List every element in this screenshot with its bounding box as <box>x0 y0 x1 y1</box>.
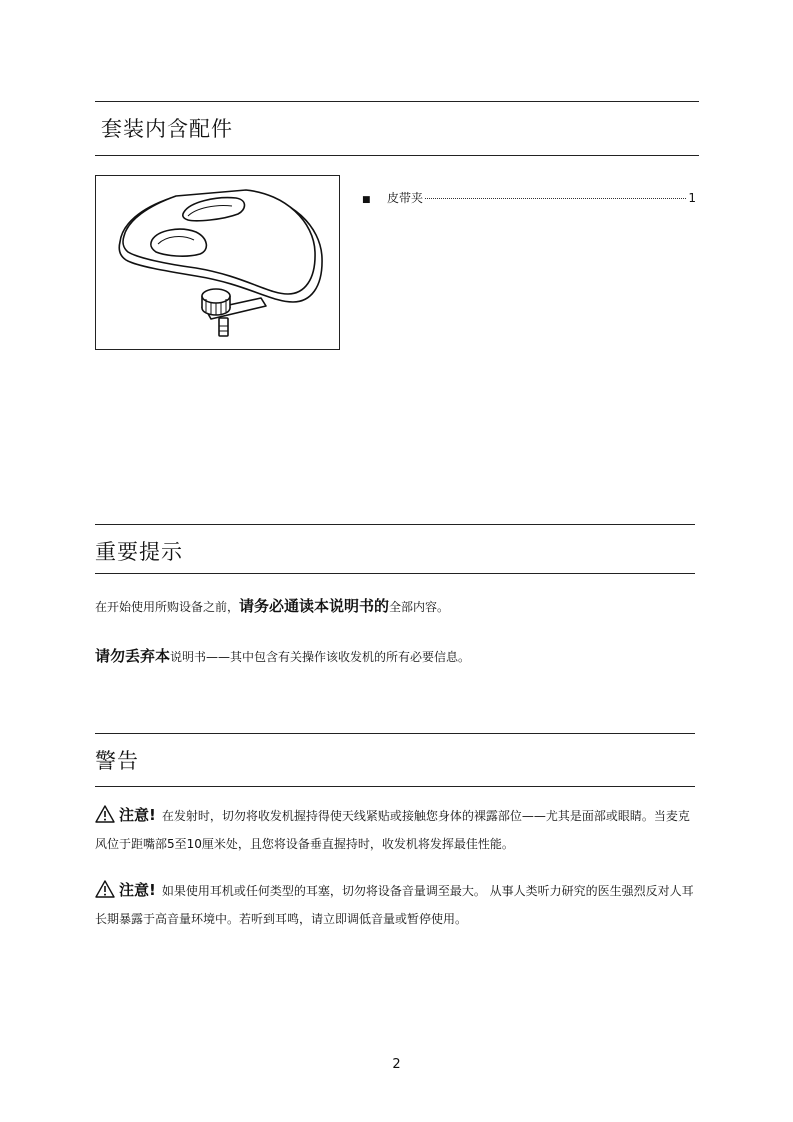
page-number: 2 <box>392 1057 401 1072</box>
notice-p1-after: 全部内容。 <box>389 600 450 614</box>
warning-title: 注意! <box>119 881 156 899</box>
section-rule-top <box>95 524 695 525</box>
notice-p1-before: 在开始使用所购设备之前， <box>95 600 240 614</box>
bullet-icon: ■ <box>362 195 371 205</box>
notice-paragraph-2 <box>95 646 699 667</box>
section-rule-bottom <box>95 573 695 574</box>
warning-triangle-icon <box>95 880 115 898</box>
accessory-quantity: 1 <box>688 191 696 205</box>
list-item <box>362 189 696 206</box>
warning-text: 如果使用耳机或任何类型的耳塞，切勿将设备音量调至最大。 从事人类听力研究的医生强烈反对人耳长期暴露于高音量环境中。若听到耳鸣，请立即调低音量或暂停使用。 <box>95 884 694 926</box>
section-rule-top <box>95 101 699 102</box>
dot-leader <box>425 198 686 199</box>
belt-clip-illustration <box>95 175 340 350</box>
warning-triangle-icon <box>95 805 115 823</box>
accessory-name: 皮带夹 <box>387 191 424 205</box>
warning-title: 注意! <box>119 806 156 824</box>
section-rule-top <box>95 733 695 734</box>
warnings-heading: 警告 <box>95 749 139 773</box>
notice-p2-bold: 请勿丢弃本 <box>95 647 171 665</box>
notice-p2-after: 说明书——其中包含有关操作该收发机的所有必要信息。 <box>170 650 471 664</box>
warning-item-1 <box>95 801 699 858</box>
section-rule-bottom <box>95 786 695 787</box>
warning-item-2 <box>95 876 699 933</box>
section-rule-bottom <box>95 155 699 156</box>
accessories-heading: 套装内含配件 <box>101 117 233 141</box>
accessory-list <box>362 189 696 206</box>
notice-heading: 重要提示 <box>95 540 183 564</box>
belt-clip-drawing <box>96 176 339 349</box>
notice-p1-bold: 请务必通读本说明书的 <box>239 597 390 615</box>
warning-text: 在发射时，切勿将收发机握持得使天线紧贴或接触您身体的裸露部位——尤其是面部或眼睛。当麦克风位于距嘴部5至10厘米处，且您将设备垂直握持时，收发机将发挥最佳性能。 <box>95 809 690 851</box>
notice-paragraph-1 <box>95 596 699 617</box>
